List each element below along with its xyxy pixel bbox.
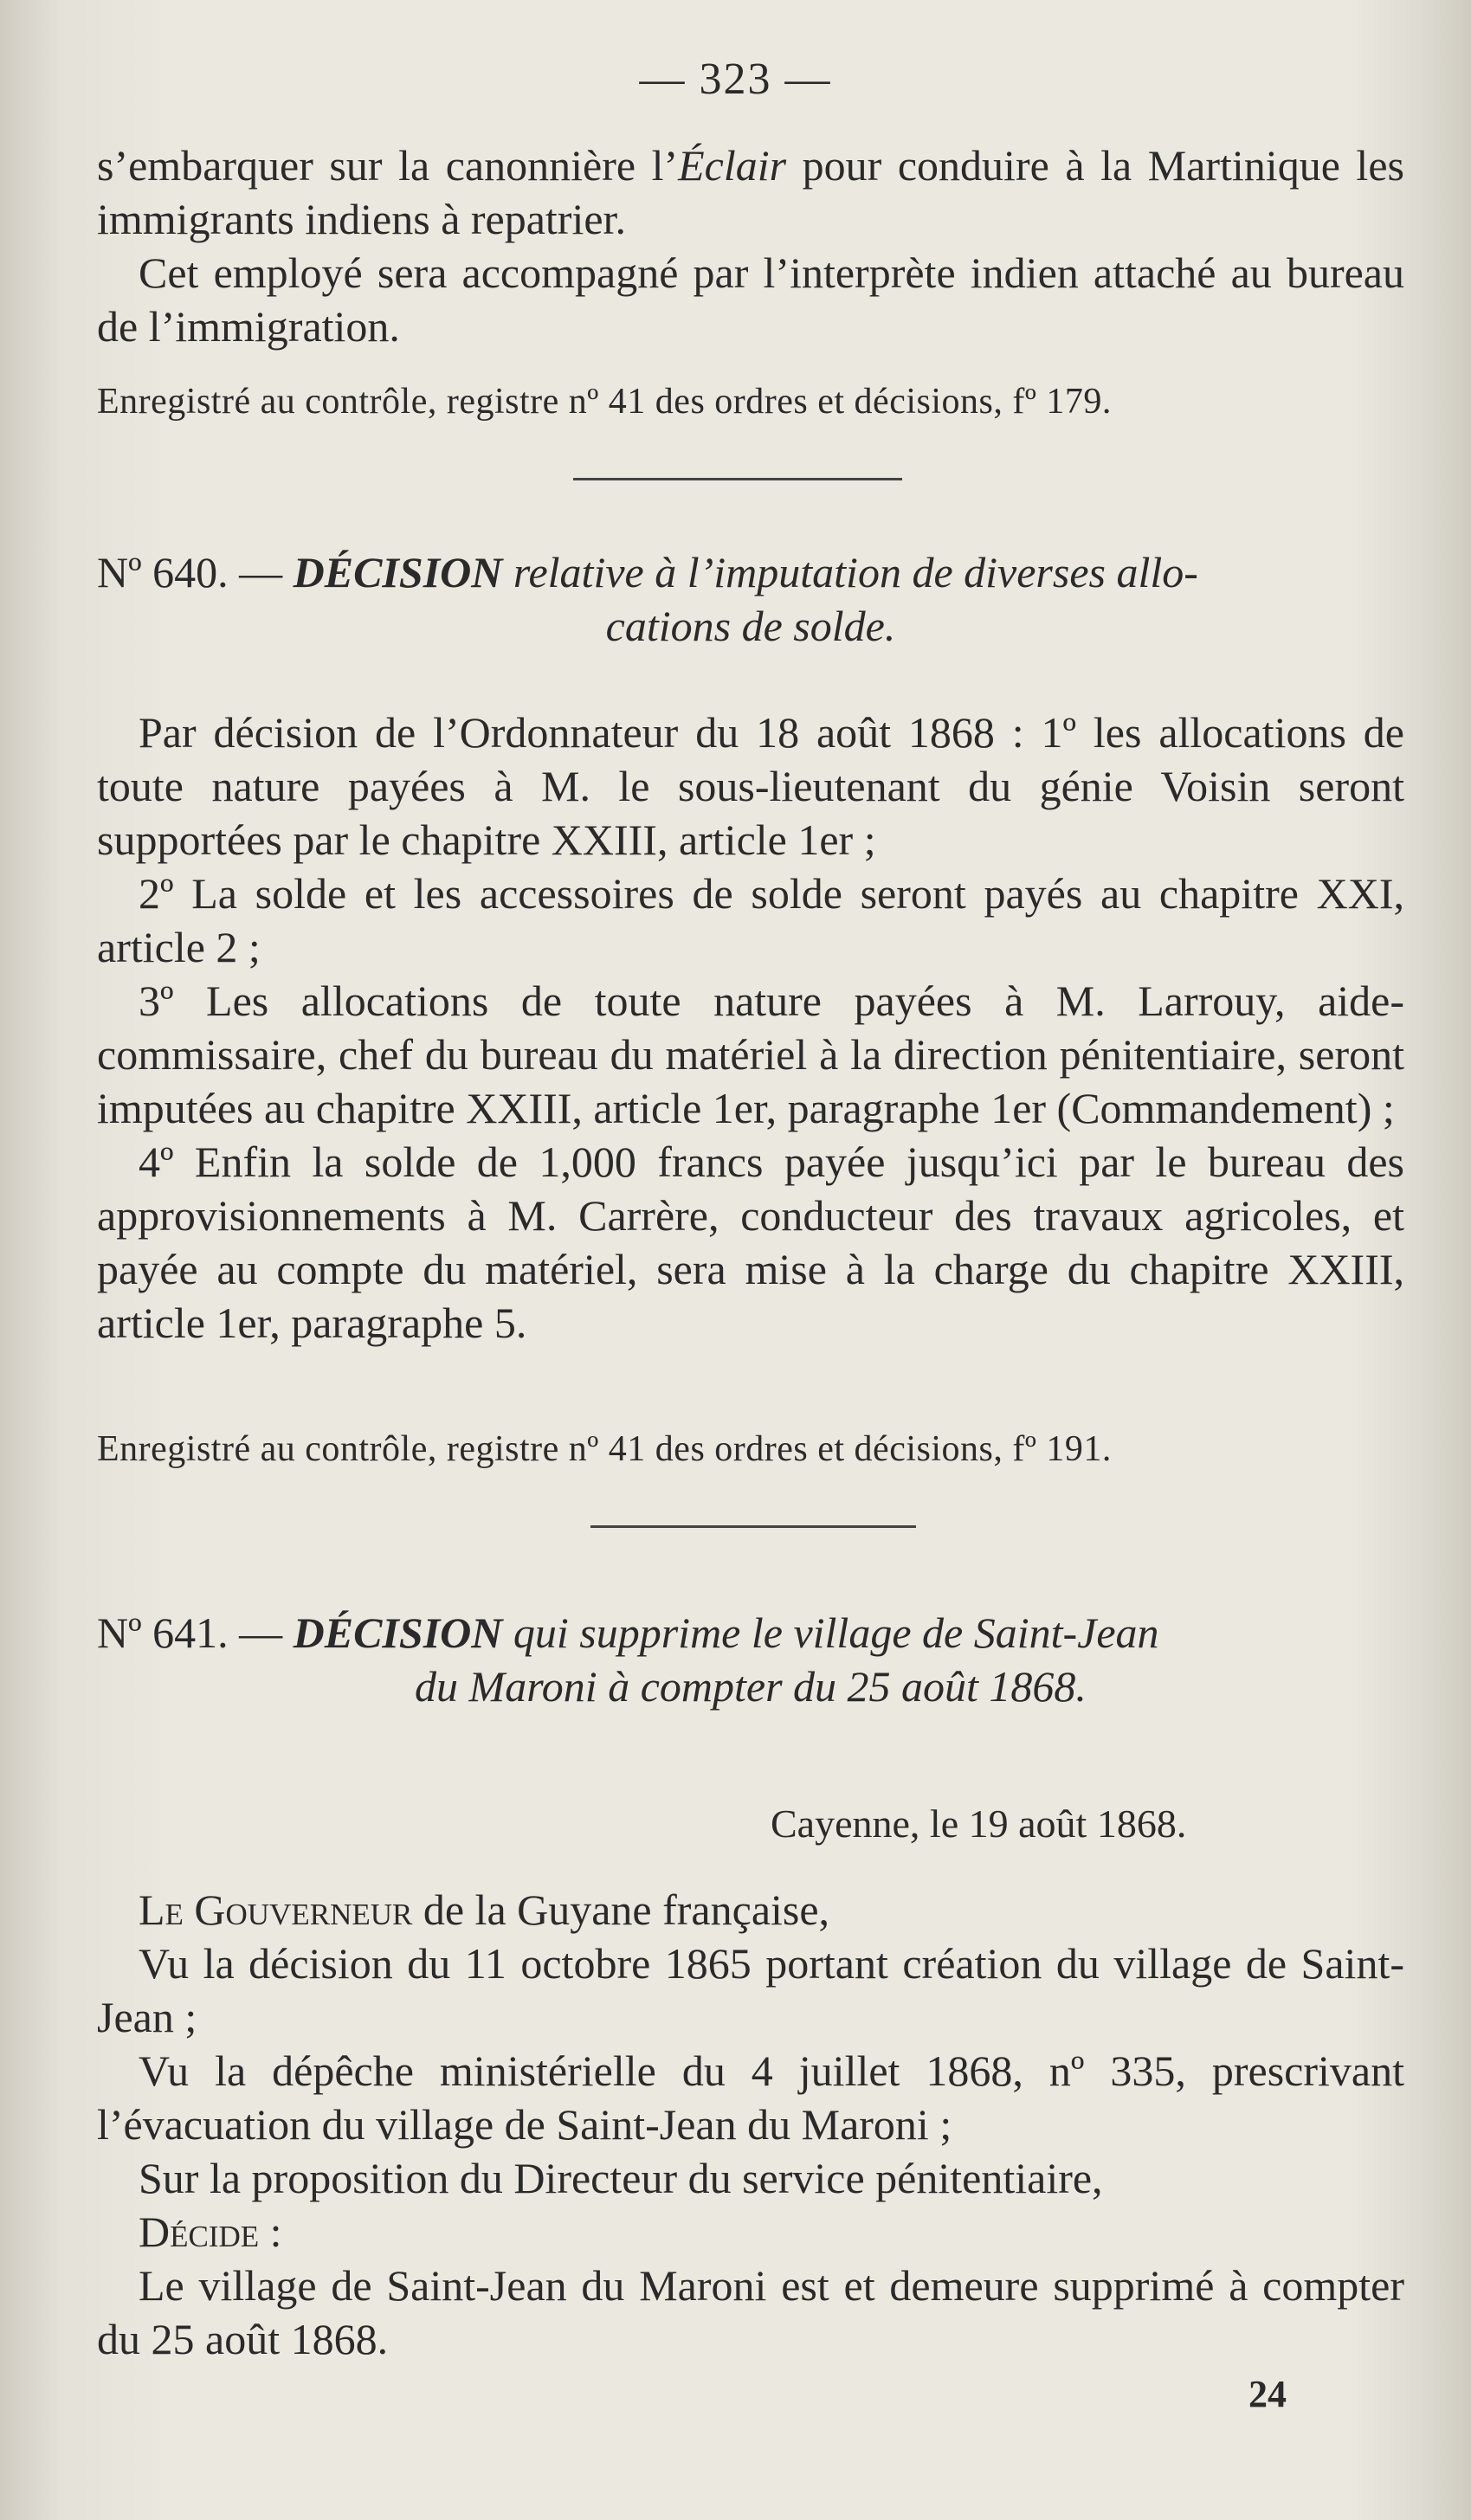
section-640-heading xyxy=(97,545,1404,653)
section-640-title-2: cations de solde. xyxy=(605,602,896,650)
decide: Décide : xyxy=(139,2207,282,2256)
section-641-heading xyxy=(97,1606,1404,1713)
registration-179: Enregistré au contrôle, registre nº 41 des ordres et décisions, fº 179. xyxy=(97,382,1112,422)
section-641-title-2: du Maroni à compter du 25 août 1868. xyxy=(415,1662,1087,1711)
section-641-number: Nº 641. — xyxy=(97,1608,294,1657)
conclusion: Le village de Saint-Jean du Maroni est et demeure supprimé à compter du 25 août 1868. xyxy=(97,2261,1404,2363)
section-640-title-1: relative à l’imputation de diverses allo- xyxy=(502,548,1198,596)
intro-paragraph-2: Cet employé sera accompagné par l’interprète indien attaché au bureau de l’immigration. xyxy=(97,248,1404,351)
intro-text-b: pour conduire à la Martinique les immigrants indiens à repatrier. xyxy=(97,141,1404,243)
divider-rule xyxy=(573,478,902,480)
divider-rule-2 xyxy=(590,1525,916,1528)
section-640-para-2: 2º La solde et les accessoires de solde seront payés au chapitre XXI, article 2 ; xyxy=(97,869,1404,971)
folio: 24 xyxy=(1248,2373,1287,2415)
section-640-body xyxy=(97,706,1404,1350)
intro-paragraph-1 xyxy=(97,139,1404,246)
governor-rest: de la Guyane française, xyxy=(412,1885,830,1934)
governor-title: Le Gouverneur xyxy=(139,1885,413,1934)
intro-block xyxy=(97,139,1404,353)
section-641-body xyxy=(97,1883,1404,2366)
section-640-number: Nº 640. — xyxy=(97,548,294,596)
sur-proposition: Sur la proposition du Directeur du service pénitentiaire, xyxy=(139,2154,1103,2202)
governor-line xyxy=(97,1883,1404,1937)
section-640-para-3: 3º Les allocations de toute nature payées à M. Larrouy, aide-commissaire, chef du bureau du matériel à la direction pénitentiaire, seront imputées au chapitre XXIII, article 1er, paragraphe 1er (Commandement) ; xyxy=(97,976,1404,1132)
section-640-para-4: 4º Enfin la solde de 1,000 francs payée jusqu’ici par le bureau des approvisionnements à M. Carrère, conducteur des travaux agricoles, et payée au compte du matériel, sera mise à la charge du chapitre XXIII, article 1er, paragraphe 5. xyxy=(97,1138,1404,1347)
page-number: — 323 — xyxy=(639,55,832,104)
ship-name: Éclair xyxy=(678,141,787,190)
section-640-para-1: Par décision de l’Ordonnateur du 18 août 1868 : 1º les allocations de toute nature payées à M. le sous-lieutenant du génie Voisin seront supportées par le chapitre XXIII, article 1er ; xyxy=(97,708,1404,864)
vu-2: Vu la dépêche ministérielle du 4 juillet 1868, nº 335, prescrivant l’évacuation du village de Saint-Jean du Maroni ; xyxy=(97,2046,1404,2149)
decision-word: DÉCISION xyxy=(293,1608,503,1657)
decision-word: DÉCISION xyxy=(293,548,503,596)
vu-1: Vu la décision du 11 octobre 1865 portant création du village de Saint-Jean ; xyxy=(97,1939,1404,2041)
section-641-title-1: qui supprime le village de Saint-Jean xyxy=(502,1608,1159,1657)
intro-text-a: s’embarquer sur la canonnière l’ xyxy=(97,141,679,190)
decision-date: Cayenne, le 19 août 1868. xyxy=(771,1801,1187,1846)
registration-191: Enregistré au contrôle, registre nº 41 des ordres et décisions, fº 191. xyxy=(97,1429,1112,1469)
